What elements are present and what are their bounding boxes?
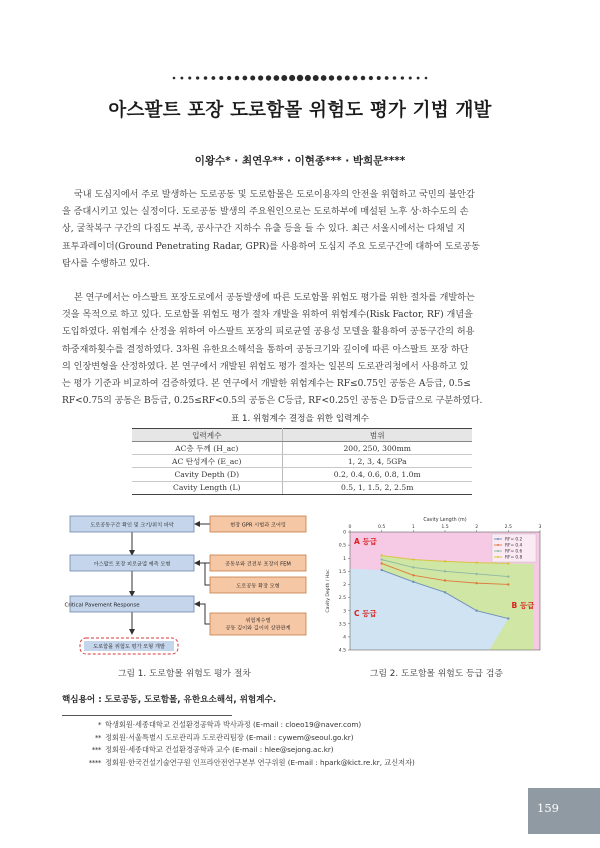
data-point <box>475 582 477 584</box>
ornament-dot <box>321 75 327 81</box>
x-tick-label: 1.5 <box>441 525 449 530</box>
ornament-dot <box>369 76 373 80</box>
table-header-cell: 입력계수 <box>132 429 282 442</box>
x-tick-label: 3 <box>538 525 542 530</box>
risk-assessment-flowchart <box>62 512 312 667</box>
y-tick-label: 3 <box>343 609 346 615</box>
data-point <box>380 562 382 564</box>
y-tick-label: 1 <box>343 556 346 562</box>
data-point <box>444 591 446 593</box>
table-row <box>132 481 472 494</box>
abstract-line: 탐사를 수행하고 있다. <box>62 258 150 269</box>
data-point <box>507 583 509 585</box>
data-point <box>380 569 382 571</box>
abstract-line: 표투과레이더(Ground Penetrating Radar, GPR)를 사용하여 도심지 주요 도로구간에 대하여 도로공동 <box>62 241 480 252</box>
legend-label: RF= 0.2 <box>505 537 523 543</box>
zone-b-label: B 등급 <box>511 601 535 611</box>
y-tick-label: 2.5 <box>338 596 346 602</box>
abstract-line: 본 연구에서는 아스팔트 포장도로에서 공동발생에 따른 도로함몰 위험도 평가를 위한 절차를 개발하는 <box>74 293 475 303</box>
table-cell: 1, 2, 3, 4, 5GPa <box>282 455 472 468</box>
ornament-dot <box>281 75 287 81</box>
legend-label: RF= 0.4 <box>505 543 523 549</box>
footnote-item: ** 정회원·서울특별시 도로관리과 도로관리팀장 (E-mail : cywem@seoul.go.kr) <box>94 732 354 742</box>
ornament-dot <box>250 76 255 81</box>
flow-input-box <box>210 613 306 635</box>
ornament-dot <box>188 76 191 79</box>
data-point <box>444 560 446 562</box>
ornament-dot <box>353 76 358 81</box>
x-axis-label: Cavity Length (m) <box>423 518 467 523</box>
table-cell: AC층 두께 (H_ac) <box>132 442 282 455</box>
flow-connectors <box>132 524 210 634</box>
flow-input-label: 도로공동 확장 모형 <box>236 583 280 590</box>
data-point <box>507 617 509 619</box>
data-point <box>475 573 477 575</box>
x-tick-label: 0 <box>348 525 352 530</box>
table-row <box>132 442 472 455</box>
abstract-line: 것을 목적으로 하고 있다. 도로함몰 위험도 평가 절차 개발을 위하여 위험계수(Risk Factor, RF) 개념을 <box>62 310 473 321</box>
author-footnotes <box>80 719 550 769</box>
x-tick-label: 0.5 <box>378 525 386 530</box>
ornament-dot <box>204 76 208 80</box>
table-row <box>132 455 472 468</box>
ornament-dot <box>211 76 215 80</box>
ornament-dot <box>219 76 223 80</box>
abstract-paragraph-1 <box>62 187 532 273</box>
flow-step-label: Critical Pavement Response <box>64 602 140 609</box>
keywords: 핵심용어 : 도로공동, 도로함몰, 유한요소해석, 위험계수. <box>62 695 277 705</box>
y-tick-label: 4.5 <box>338 648 346 654</box>
input-parameter-table <box>132 428 472 495</box>
author-list: 이왕수* · 최연우** · 이현종*** · 박희문**** <box>194 155 406 167</box>
data-point <box>380 554 382 556</box>
table-caption: 표 1. 위험계수 결정을 위한 입력계수 <box>230 414 370 424</box>
abstract-line: 상, 굴착복구 구간의 다짐도 부족, 공사구간 지하수 유출 등을 들 수 있다. 최근 서울시에서는 다채널 지 <box>62 224 466 235</box>
flow-step-label: 아스팔트 포장 피로균열 예측 모형 <box>93 561 171 568</box>
ornament-dot <box>329 75 334 80</box>
table-cell: Cavity Depth (D) <box>132 468 282 481</box>
ornament-dot <box>409 76 412 79</box>
ornament-dot <box>258 75 263 80</box>
y-tick-label: 0 <box>343 530 346 536</box>
ornament-dot <box>173 77 176 80</box>
abstract-line: 하중재하횟수를 결정하였다. 3차원 유한요소해석을 통하여 공동크기와 깊이에 따른 아스팔트 포장 하단 <box>62 344 469 355</box>
data-point <box>475 609 477 611</box>
risk-grade-chart <box>318 512 548 662</box>
ornament-dot <box>180 77 183 80</box>
ornament-dot <box>243 76 248 81</box>
data-point <box>475 561 477 563</box>
table-header-row <box>132 429 472 442</box>
flow-input-label: 공동부와 건전부 포장의 FEM <box>225 561 291 568</box>
flow-step-label: 도로함몰 위험도 평가 모형 개발 <box>93 644 165 650</box>
data-point <box>412 574 414 576</box>
y-axis-label: Cavity Depth / Hac <box>326 569 331 613</box>
ornament-dot <box>227 76 231 80</box>
table-cell: 0.5, 1, 1.5, 2, 2.5m <box>282 481 472 494</box>
legend-marker <box>497 550 499 552</box>
ornament-dot <box>196 76 199 79</box>
paper-title: 아스팔트 포장 도로함몰 위험도 평가 기법 개발 <box>108 100 492 121</box>
footnote-item: **** 정회원·한국건설기술연구원 인프라안전연구본부 연구위원 (E-mail : hpark@kict.re.kr, 교신저자) <box>88 757 415 767</box>
title-dot-ornament <box>170 74 430 82</box>
table-cell: 0.2, 0.4, 0.6, 0.8, 1.0m <box>282 468 472 481</box>
y-tick-label: 2 <box>343 583 346 589</box>
y-tick-label: 4 <box>343 635 346 641</box>
ornament-dot <box>313 75 319 81</box>
ornament-dot <box>235 76 240 81</box>
figure-1-caption: 그림 1. 도로함몰 위험도 평가 절차 <box>118 669 251 679</box>
legend-label: RF= 0.8 <box>505 555 523 561</box>
abstract-line: 는 평가 기준과 비교하여 검증하였다. 본 연구에서 개발한 위험계수는 RF≤0.75인 공동은 A등급, 0.5≤ <box>62 379 471 390</box>
ornament-dot <box>393 76 397 80</box>
flow-step-label: 도로공동구간 확인 및 크기/위치 파악 <box>90 522 174 529</box>
legend-marker <box>497 556 499 558</box>
y-tick-label: 1.5 <box>338 569 346 575</box>
table-cell: AC 탄성계수 (E_ac) <box>132 455 282 468</box>
data-point <box>507 562 509 564</box>
ornament-dot <box>417 77 420 80</box>
table-row <box>132 468 472 481</box>
abstract-line: 도입하였다. 위험계수 산정을 위하여 아스팔트 포장의 피로균열 공용성 모델을 활용하여 공동구간의 허용 <box>62 327 475 338</box>
ornament-dot <box>337 75 342 80</box>
data-point <box>444 570 446 572</box>
footnote-divider <box>62 715 232 716</box>
ornament-dot <box>289 75 295 81</box>
abstract-line: RF<0.75의 공동은 B등급, 0.25≤RF<0.5의 공동은 C등급, RF<0.25인 공동은 D등급으로 구분하였다. <box>62 396 483 407</box>
table-header-cell: 범위 <box>282 429 472 442</box>
table-cell: Cavity Length (L) <box>132 481 282 494</box>
abstract-paragraph-2 <box>62 290 532 410</box>
zone-c-label: C 등급 <box>354 608 377 618</box>
x-tick-label: 2 <box>475 525 479 530</box>
abstract-line: 의 인장변형을 산정하였다. 본 연구에서 개발된 위험도 평가 절차는 일본의 도로관리청에서 사용하고 있 <box>62 361 469 372</box>
data-point <box>412 581 414 583</box>
ornament-dot <box>385 76 389 80</box>
legend-marker <box>497 544 499 546</box>
zone-a-label: A 등급 <box>354 537 377 546</box>
legend-label: RF= 0.6 <box>505 549 523 555</box>
ornament-dot <box>305 75 311 81</box>
data-point <box>507 575 509 577</box>
footnote-item: * 학생회원·세종대학교 건설환경공학과 박사과정 (E-mail : cloeo19@naver.com) <box>97 720 362 729</box>
legend-marker <box>497 538 499 540</box>
figure-2-caption: 그림 2. 도로함몰 위험도 등급 검증 <box>370 669 503 679</box>
ornament-dot <box>274 75 280 81</box>
flow-input-label: 위험계수별 공동 깊이와 길이의 상관관계 <box>225 618 291 632</box>
ornament-dot <box>425 77 428 80</box>
x-tick-label: 1 <box>411 525 415 530</box>
data-point <box>380 558 382 560</box>
ornament-dot <box>361 76 366 81</box>
y-tick-label: 0.5 <box>338 543 346 549</box>
page-number: 159 <box>537 801 559 815</box>
footnote-item: *** 정회원·세종대학교 건설환경공학과 교수 (E-mail : hlee@sejong.ac.kr) <box>91 745 334 755</box>
data-point <box>412 566 414 568</box>
ornament-dot <box>297 75 303 81</box>
data-point <box>412 558 414 560</box>
ornament-dot <box>401 76 404 79</box>
data-point <box>444 579 446 581</box>
ornament-dot <box>266 75 271 80</box>
flow-input-label: 현장 GPR 시험과 코어링 <box>230 522 286 529</box>
ornament-dot <box>377 76 381 80</box>
y-tick-label: 3.5 <box>338 622 346 628</box>
abstract-line: 국내 도심지에서 주로 발생하는 도로공동 및 도로함몰은 도로이용자의 안전을 위협하고 국민의 불안감 <box>74 190 475 200</box>
x-tick-label: 2.5 <box>504 525 512 530</box>
ornament-dot <box>345 76 350 81</box>
abstract-line: 을 증대시키고 있는 실정이다. 도로공동 발생의 주요원인으로는 도로하부에 매설된 노후 상·하수도의 손 <box>62 207 469 218</box>
table-cell: 200, 250, 300mm <box>282 442 472 455</box>
